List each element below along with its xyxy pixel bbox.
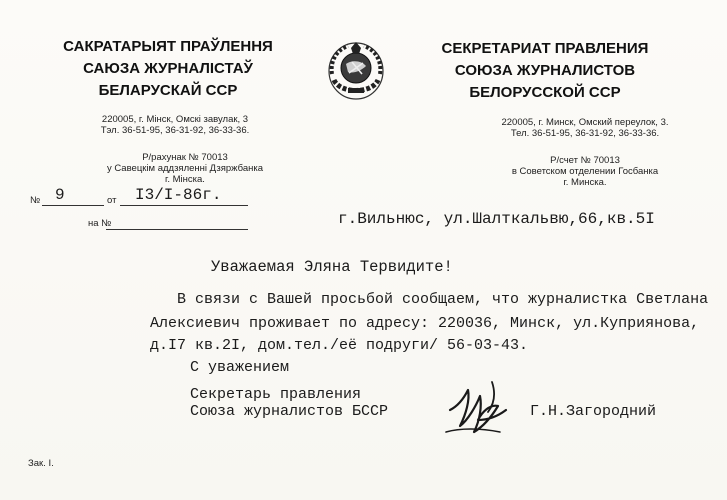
- address-russian: [470, 117, 700, 139]
- header-line: БЕЛОРУССКОЙ ССР: [469, 84, 621, 101]
- state-emblem-icon: [326, 40, 386, 102]
- address-line: 220005, г. Мінск, Омскі завулак, 3: [101, 114, 249, 125]
- header-belarusian: [22, 36, 314, 102]
- header-line: САКРАТАРЫЯТ ПРАЎЛЕННЯ: [63, 38, 273, 55]
- recipient-address: г.Вильнюс, ул.Шалткальвю,66,кв.5I: [338, 210, 655, 228]
- signer-name: Г.Н.Загородний: [530, 403, 657, 420]
- bank-russian: [490, 155, 680, 188]
- address-line: Тел. 36-51-95, 36-31-92, 36-33-36.: [510, 128, 660, 139]
- address-line: Тэл. 36-51-95, 36-31-92, 36-33-36.: [100, 125, 250, 136]
- reg-number-value: 9: [55, 186, 65, 204]
- bank-line: г. Минска.: [563, 177, 607, 188]
- header-russian: [410, 38, 680, 104]
- header-line: БЕЛАРУСКАЙ ССР: [98, 82, 238, 99]
- bank-line: Р/счет № 70013: [550, 155, 620, 166]
- bank-line: в Советском отделении Госбанка: [511, 166, 659, 177]
- reg-date-value: I3/I-86г.: [135, 186, 222, 204]
- bank-belarusian: [70, 152, 300, 185]
- bank-line: г. Мінска.: [165, 174, 205, 185]
- reg-number-label: №: [30, 195, 41, 206]
- header-line: САЮЗА ЖУРНАЛІСТАЎ: [83, 60, 253, 77]
- body-line: Алексиевич проживает по адресу: 220036, Минск, ул.Куприянова,: [150, 315, 700, 332]
- address-belarusian: [30, 114, 320, 136]
- reference-number-underline: [106, 229, 248, 230]
- header-line: СЕКРЕТАРИАТ ПРАВЛЕНИЯ: [441, 40, 649, 57]
- bank-line: Р/рахунак № 70013: [142, 152, 228, 163]
- reg-number-underline: [42, 205, 104, 206]
- bank-line: у Савецкім аддзяленні Дзяржбанка: [106, 163, 264, 174]
- signer-title-line: Союза журналистов БССР: [190, 403, 389, 420]
- reg-date-label: от: [107, 195, 117, 206]
- body-line: д.I7 кв.2I, дом.тел./её подруги/ 56-03-43.: [150, 337, 529, 354]
- header-line: СОЮЗА ЖУРНАЛИСТОВ: [454, 62, 636, 79]
- reference-number-label: на №: [88, 218, 112, 229]
- handwritten-signature: [440, 376, 520, 440]
- closing: С уважением: [190, 359, 290, 376]
- signer-title-line: Секретарь правления: [190, 386, 362, 403]
- salutation: Уважаемая Эляна Тервидите!: [211, 258, 453, 276]
- address-line: 220005, г. Минск, Омский переулок, 3.: [501, 117, 669, 128]
- body-line: В связи с Вашей просьбой сообщаем, что журналистка Светлана: [177, 291, 709, 308]
- order-note: Зак. I.: [28, 458, 54, 469]
